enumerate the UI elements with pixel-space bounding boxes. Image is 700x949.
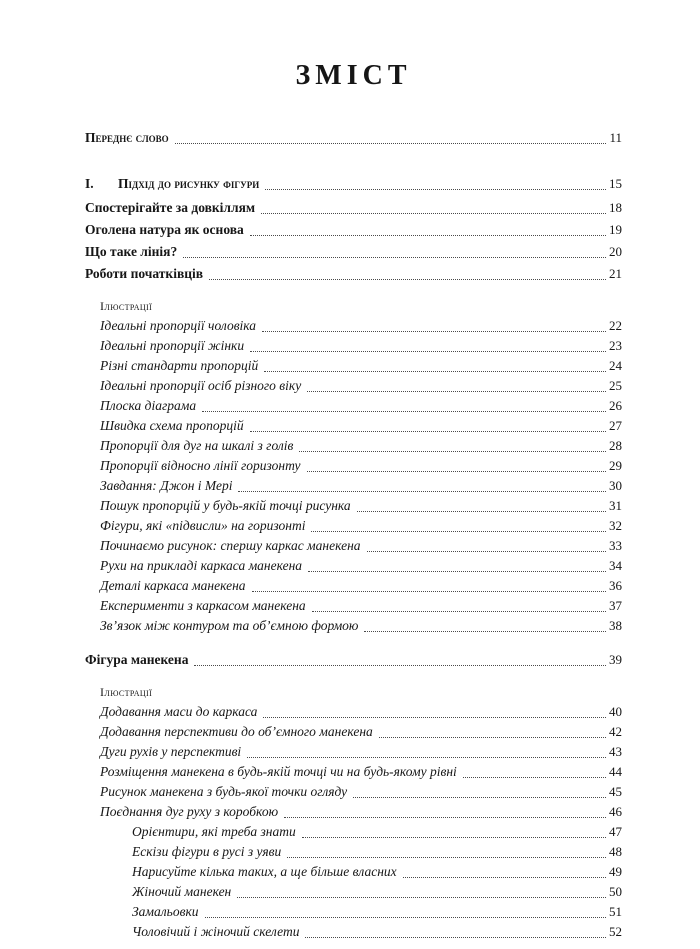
toc-leader-dots [367, 551, 606, 552]
toc-leader-dots [209, 279, 606, 280]
toc-leader-dots [364, 631, 606, 632]
toc-leader-dots [379, 737, 606, 738]
toc-entry-label: Фігура манекена [85, 652, 189, 667]
toc-entry-label: Ілюстрації [100, 299, 153, 313]
toc-entry-label: Ідеальні пропорції жінки [100, 338, 245, 353]
toc-entry-page: 23 [609, 338, 622, 353]
toc-leader-dots [353, 797, 606, 798]
toc-leader-dots [305, 937, 606, 938]
toc-leader-dots [250, 351, 606, 352]
toc-entry-page: 20 [609, 244, 622, 259]
toc-entry [85, 742, 622, 762]
toc-entry-page: 15 [609, 176, 622, 191]
toc-entry-label: Завдання: Джон і Мері [100, 478, 233, 493]
toc-entry [85, 576, 622, 596]
toc-entry-page: 36 [609, 578, 622, 593]
toc-leader-dots [357, 511, 606, 512]
toc-entry [85, 456, 622, 476]
page-title: ЗМІСТ [295, 60, 412, 91]
toc-entry [85, 376, 622, 396]
toc-leader-dots [463, 777, 606, 778]
toc-entry-number: I. [85, 176, 94, 191]
toc-entry [85, 436, 622, 456]
toc-leader-dots [202, 411, 606, 412]
toc-leader-dots [250, 431, 606, 432]
toc-entry-label: Поєднання дуг руху з коробкою [100, 804, 279, 819]
toc-leader-dots [302, 837, 606, 838]
toc-entry-label: Що таке лінія? [85, 244, 178, 259]
toc-entry-label: Пошук пропорцій у будь-якій точці рисунка [100, 498, 351, 513]
toc-entry [85, 882, 622, 902]
toc-entry [85, 174, 622, 194]
toc-entry-label: Швидка схема пропорцій [100, 418, 244, 433]
toc-entry [85, 396, 622, 416]
toc-leader-dots [287, 857, 606, 858]
toc-leader-dots [194, 665, 606, 666]
toc-leader-dots [238, 491, 606, 492]
toc-entry-label: Додавання маси до каркаса [100, 704, 258, 719]
toc-entry [85, 782, 622, 802]
toc-entry-label: Переднє слово [85, 130, 169, 145]
toc-leader-dots [311, 531, 606, 532]
toc-entry-page: 48 [609, 844, 622, 859]
toc-entry [85, 356, 622, 376]
toc-leader-dots [308, 571, 606, 572]
toc-entry [85, 416, 622, 436]
toc-entry [85, 596, 622, 616]
toc-entry [85, 316, 622, 336]
toc-entry-page: 50 [609, 884, 622, 899]
toc-entry-page: 30 [609, 478, 622, 493]
toc-entry-label: Рисунок манекена з будь-якої точки огляду [100, 784, 348, 799]
toc-leader-dots [265, 189, 606, 190]
toc-entry [85, 516, 622, 536]
toc-leader-dots [261, 213, 606, 214]
toc-leader-dots [247, 757, 606, 758]
toc-entry-label: Рухи на прикладі каркаса манекена [100, 558, 303, 573]
toc-entry [85, 822, 622, 842]
toc-leader-dots [175, 143, 607, 144]
toc-entry-page: 51 [609, 904, 622, 919]
toc-entry [85, 264, 622, 284]
toc-entry-label: Фігури, які «підвисли» на горизонті [100, 518, 306, 533]
toc-entry-label: Деталі каркаса манекена [100, 578, 246, 593]
toc-entry-page: 26 [609, 398, 622, 413]
toc-entry-label: Ідеальні пропорції осіб різного віку [100, 378, 302, 393]
toc-list [85, 128, 622, 942]
toc-leader-dots [252, 591, 606, 592]
toc-entry-page: 28 [609, 438, 622, 453]
toc-entry [85, 722, 622, 742]
toc-leader-dots [250, 235, 606, 236]
toc-entry-page: 42 [609, 724, 622, 739]
toc-entry-page: 47 [609, 824, 622, 839]
toc-entry-label: Підхід до рисунку фігури [118, 176, 260, 191]
toc-entry-label: Різні стандарти пропорцій [100, 358, 259, 373]
toc-entry-page: 18 [609, 200, 622, 215]
toc-entry-label: Починаємо рисунок: спершу каркас манекена [100, 538, 361, 553]
toc-entry-page: 43 [609, 744, 622, 759]
toc-entry [85, 762, 622, 782]
toc-entry [85, 220, 622, 240]
toc-entry-page: 52 [609, 924, 622, 939]
toc-entry-label: Пропорції відносно лінії горизонту [100, 458, 301, 473]
toc-leader-dots [284, 817, 606, 818]
toc-leader-dots [307, 391, 606, 392]
toc-entry-label: Додавання перспективи до об’ємного манекена [100, 724, 373, 739]
toc-entry-page: 38 [609, 618, 622, 633]
toc-entry-page: 21 [609, 266, 622, 281]
toc-entry-label: Нарисуйте кілька таких, а ще більше власних [132, 864, 397, 879]
toc-entry-label: Плоска діаграма [100, 398, 197, 413]
toc-entry-page: 49 [609, 864, 622, 879]
toc-entry [85, 496, 622, 516]
toc-leader-dots [312, 611, 606, 612]
toc-entry [85, 902, 622, 922]
toc-entry-label: Чоловічий і жіночий скелети [132, 924, 300, 939]
toc-entry-page: 31 [609, 498, 622, 513]
toc-entry-page: 29 [609, 458, 622, 473]
toc-entry [85, 128, 622, 148]
toc-entry [85, 476, 622, 496]
toc-leader-dots [307, 471, 607, 472]
toc-entry [85, 242, 622, 262]
toc-entry-page: 39 [609, 652, 622, 667]
toc-entry-page: 37 [609, 598, 622, 613]
toc-entry-page: 40 [609, 704, 622, 719]
toc-entry [85, 862, 622, 882]
toc-leader-dots [205, 917, 606, 918]
toc-entry [85, 536, 622, 556]
toc-entry-label: Спостерігайте за довкіллям [85, 200, 256, 215]
toc-entry [85, 650, 622, 670]
toc-entry [85, 922, 622, 942]
toc-entry [85, 296, 622, 316]
toc-entry [85, 842, 622, 862]
toc-entry-label: Зв’язок між контуром та об’ємною формою [100, 618, 359, 633]
toc-leader-dots [237, 897, 606, 898]
toc-entry-label: Жіночий манекен [132, 884, 232, 899]
toc-entry-page: 24 [609, 358, 622, 373]
toc-entry-page: 33 [609, 538, 622, 553]
toc-entry-label: Пропорції для дуг на шкалі з голів [100, 438, 294, 453]
toc-entry-label: Розміщення манекена в будь-якій точці чи на будь-якому рівні [100, 764, 457, 779]
toc-entry-label: Ескізи фігури в русі з уяви [132, 844, 282, 859]
toc-entry-label: Ілюстрації [100, 685, 153, 699]
toc-entry-page: 11 [609, 130, 622, 145]
toc-entry [85, 682, 622, 702]
toc-entry [85, 802, 622, 822]
toc-entry-label: Оголена натура як основа [85, 222, 244, 237]
toc-entry-page: 46 [609, 804, 622, 819]
toc-entry [85, 616, 622, 636]
toc-entry-page: 32 [609, 518, 622, 533]
toc-entry-label: Роботи початківців [85, 266, 204, 281]
toc-entry [85, 336, 622, 356]
toc-entry [85, 556, 622, 576]
toc-entry-label: Орієнтири, які треба знати [132, 824, 296, 839]
toc-entry [85, 198, 622, 218]
toc-leader-dots [263, 717, 606, 718]
toc-entry-label: Ідеальні пропорції чоловіка [100, 318, 257, 333]
toc-leader-dots [403, 877, 606, 878]
toc-entry-page: 45 [609, 784, 622, 799]
toc-entry-page: 22 [609, 318, 622, 333]
toc-entry-page: 19 [609, 222, 622, 237]
toc-entry [85, 702, 622, 722]
toc-entry-page: 25 [609, 378, 622, 393]
toc-leader-dots [183, 257, 606, 258]
toc-leader-dots [262, 331, 606, 332]
toc-entry-page: 34 [609, 558, 622, 573]
toc-entry-label: Експерименти з каркасом манекена [100, 598, 306, 613]
toc-entry-label: Замальовки [132, 904, 199, 919]
toc-entry-page: 27 [609, 418, 622, 433]
toc-leader-dots [264, 371, 606, 372]
toc-entry-label: Дуги рухів у перспективі [100, 744, 242, 759]
toc-leader-dots [299, 451, 606, 452]
toc-entry-page: 44 [609, 764, 622, 779]
